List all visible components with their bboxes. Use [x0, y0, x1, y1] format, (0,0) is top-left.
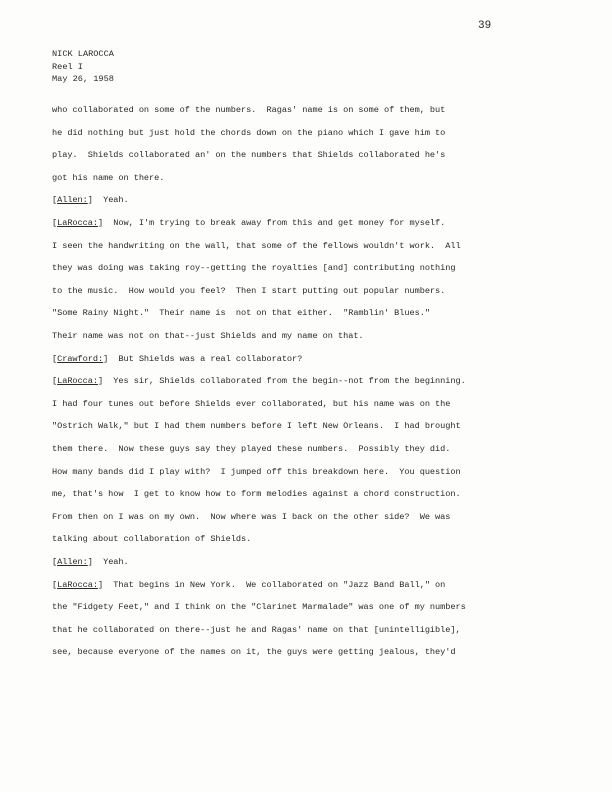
transcript-line [52, 376, 466, 386]
transcript-line [52, 421, 461, 431]
line-text: got his name on there. [52, 172, 165, 183]
header-name: NICK LAROCCA [52, 49, 114, 59]
transcript-line [52, 467, 461, 477]
transcript-line [52, 150, 445, 160]
transcript-line [52, 128, 445, 138]
speaker-bracket-open: [ [52, 195, 58, 206]
transcript-line [52, 331, 364, 341]
line-text: Yeah. [92, 557, 129, 567]
line-text: them there. Now these guys say they played these numbers. Possibly they did. [52, 444, 451, 454]
speaker-bracket-open: [ [52, 218, 58, 228]
header-reel: Reel I [52, 61, 83, 72]
line-text: "Ostrich Walk," but I had them numbers before I left New Orleans. I had brought [52, 421, 461, 432]
line-text: they was doing was taking roy--getting the royalties [and] contributing nothing [52, 263, 456, 274]
transcript-line [52, 534, 251, 544]
line-text: play. Shields collaborated an' on the numbers that Shields collaborated he's [52, 150, 446, 161]
line-text: From then on I was on my own. Now where was I back on the other side? We was [52, 511, 451, 522]
speaker-bracket-close: ] [103, 353, 109, 364]
speaker-label: LaRocca: [57, 579, 98, 590]
speaker-bracket-open: [ [52, 376, 58, 387]
transcript-line [52, 399, 450, 409]
line-text: me, that's how I get to know how to form melodies against a chord construction. [52, 489, 461, 500]
transcript-line [52, 580, 445, 590]
line-text: "Some Rainy Night." Their name is not on that either. "Ramblin' Blues." [52, 308, 430, 319]
speaker-label: Crawford: [57, 353, 104, 364]
transcript-line [52, 286, 445, 296]
line-text: see, because everyone of the names on it, the guys were getting jealous, they'd [52, 647, 456, 658]
line-text: that he collaborated on there--just he and Ragas' name on that [unintelligible], [52, 624, 461, 635]
header-date: May 26, 1958 [52, 74, 114, 84]
speaker-bracket-open: [ [52, 579, 58, 590]
speaker-bracket-open: [ [52, 557, 58, 567]
speaker-bracket-close: ] [97, 579, 104, 590]
line-text: How many bands did I play with? I jumped off this breakdown here. You question [52, 466, 461, 477]
speaker-label: LaRocca: [57, 218, 98, 228]
transcript-line [52, 557, 129, 567]
line-text: I seen the handwriting on the wall, that some of the fellows wouldn't work. All [52, 240, 461, 251]
speaker-label: LaRocca: [57, 376, 98, 387]
speaker-bracket-open: [ [52, 353, 58, 364]
transcript-line [52, 625, 461, 635]
transcript-line [52, 308, 430, 318]
transcript-line [52, 241, 461, 251]
speaker-bracket-close: ] [87, 557, 93, 567]
transcript-line [52, 354, 302, 364]
page-number: 39 [478, 20, 492, 32]
line-text: who collaborated on some of the numbers. Ragas' name is on some of them, but [52, 105, 446, 115]
transcript-line [52, 218, 445, 228]
line-text: Yes sir, Shields collaborated from the begin--not from the beginning. [103, 376, 466, 387]
line-text: talking about collaboration of Shields. [52, 534, 252, 545]
line-text: he did nothing but just hold the chords down on the piano which I gave him to [52, 127, 446, 138]
transcript-line [52, 512, 450, 522]
transcript-line [52, 263, 455, 273]
speaker-label: Allen: [57, 557, 88, 567]
speaker-label: Allen: [57, 195, 88, 206]
line-text: to the music. How would you feel? Then I start putting out popular numbers. [52, 285, 446, 296]
speaker-bracket-close: ] [97, 218, 104, 228]
transcript-line [52, 444, 450, 454]
line-text: I had four tunes out before Shields ever collaborated, but his name was on the [52, 398, 451, 409]
speaker-bracket-close: ] [97, 376, 104, 387]
line-text: the "Fidgety Feet," and I think on the "Clarinet Marmalade" was one of my numbers [52, 602, 466, 613]
line-text: That begins in New York. We collaborated on "Jazz Band Ball," on [103, 579, 446, 590]
transcript-line [52, 489, 461, 499]
transcript-line [52, 647, 455, 657]
transcript-line [52, 195, 129, 205]
speaker-bracket-close: ] [87, 195, 93, 206]
line-text: But Shields was a real collaborator? [108, 353, 303, 364]
transcript-line [52, 173, 164, 183]
transcript-line [52, 602, 466, 612]
line-text: Their name was not on that--just Shields and my name on that. [52, 331, 364, 341]
line-text: Yeah. [92, 195, 129, 206]
document-header [52, 48, 114, 86]
line-text: Now, I'm trying to break away from this and get money for myself. [103, 218, 446, 228]
transcript-line [52, 105, 445, 115]
